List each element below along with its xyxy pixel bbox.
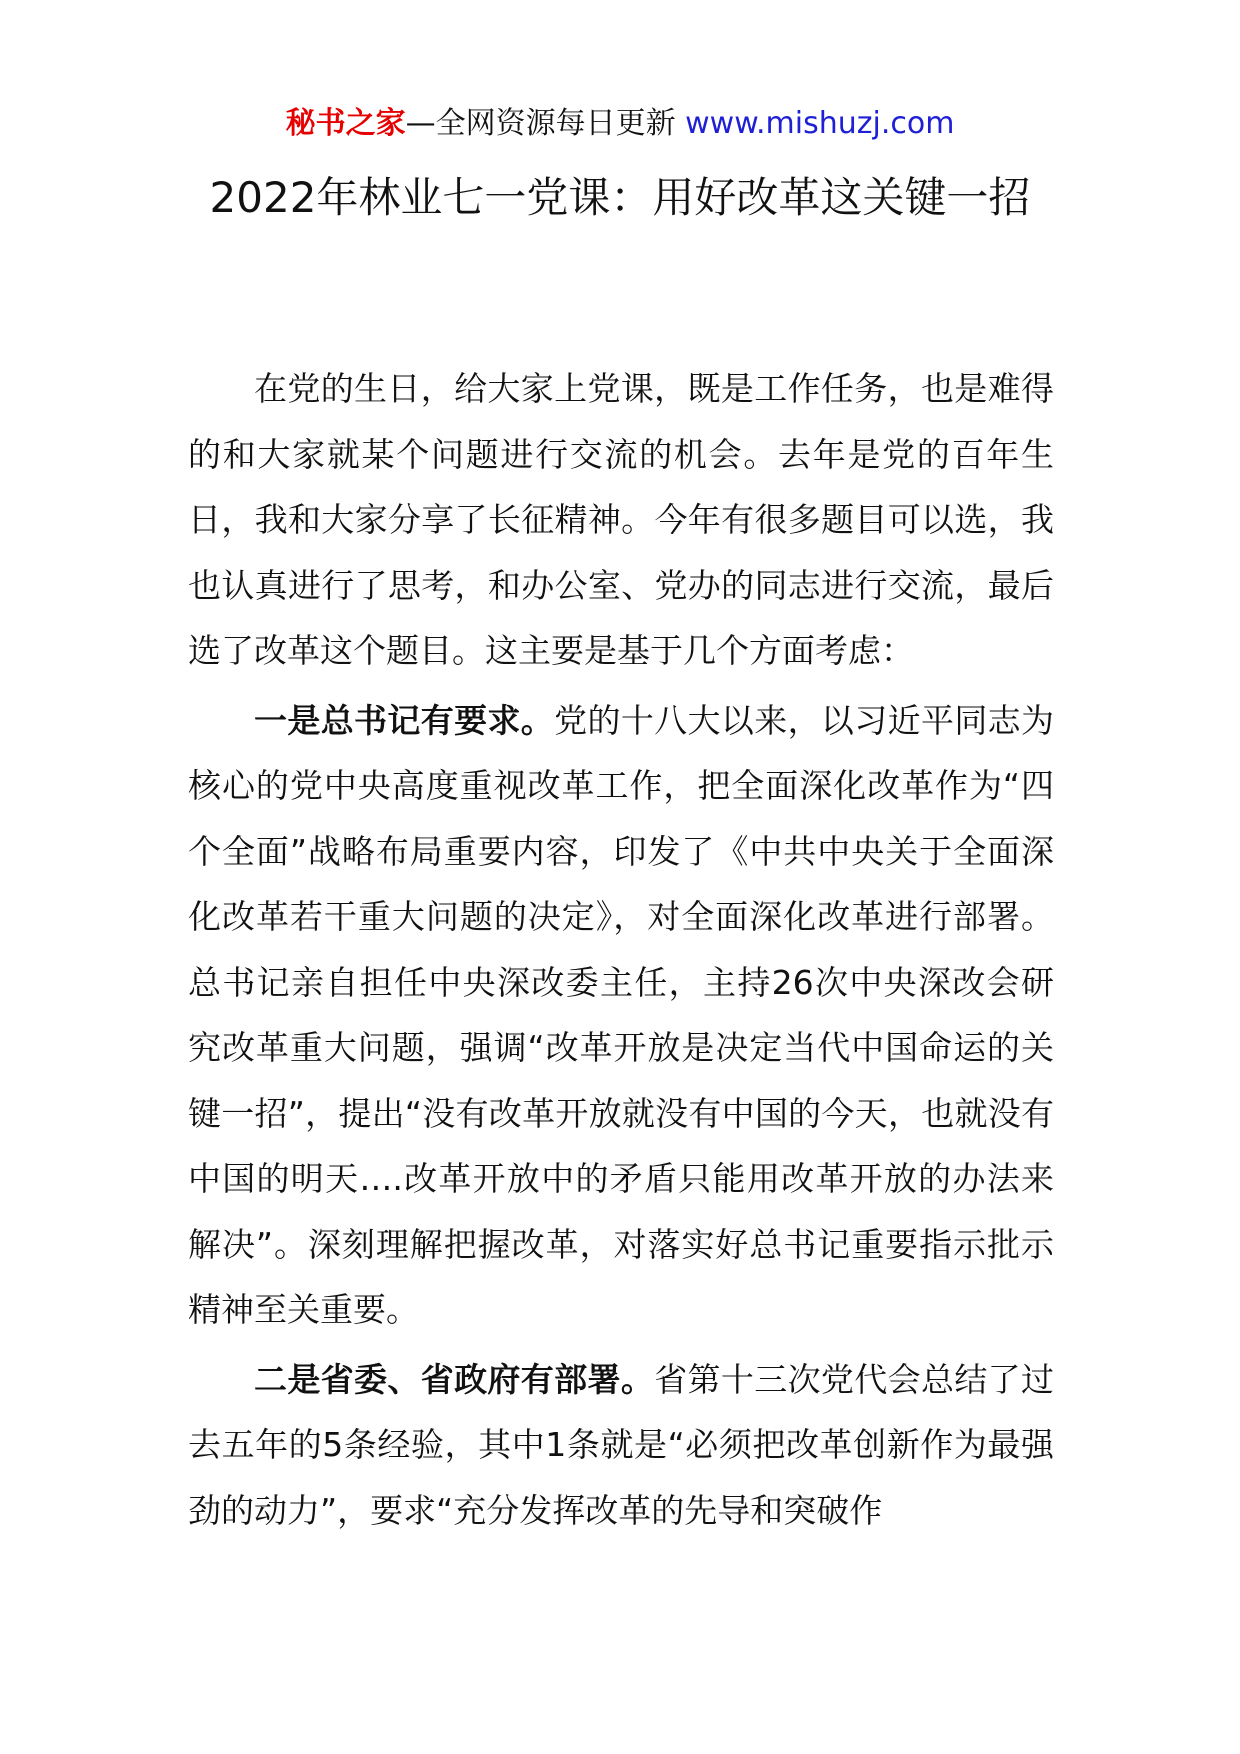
site-url-link[interactable]: www.mishuzj.com <box>685 106 955 141</box>
brand-name: 秘书之家 <box>285 106 406 141</box>
site-header <box>0 104 1240 144</box>
paragraph-lead: 二是省委、省政府有部署。 <box>254 1359 655 1399</box>
site-slogan: —全网资源每日更新 <box>405 106 686 141</box>
paragraph-text: 党的十八大以来，以习近平同志为核心的党中央高度重视改革工作，把全面深化改革作为“四个全面”战略布局重要内容，印发了《中共中央关于全面深化改革若干重大问题的决定》，对全面深化改革进行部署。总书记亲自担任中央深改委主任，主持26次中央深改会研究改革重大问题，强调“改革开放是决定当代中国命运的关键一招”，提出“没有改革开放就没有中国的今天，也就没有中国的明天….改革开放中的矛盾只能用改革开放的办法来解决”。深刻理解把握改革，对落实好总书记重要指示批示精神至关重要。 <box>188 700 1055 1329</box>
document-body <box>188 356 1054 1547</box>
paragraph-lead: 一是总书记有要求。 <box>254 700 555 740</box>
paragraph-text: 在党的生日，给大家上党课，既是工作任务，也是难得的和大家就某个问题进行交流的机会。去年是党的百年生日，我和大家分享了长征精神。今年有很多题目可以选，我也认真进行了思考，和办公室、党办的同志进行交流，最后选了改革这个题目。这主要是基于几个方面考虑： <box>188 369 1054 670</box>
paragraph-text: 省第十三次党代会总结了过去五年的5条经验，其中1条就是“必须把改革创新作为最强劲的动力”，要求“充分发挥改革的先导和突破作 <box>188 1359 1055 1530</box>
paragraph <box>188 356 1054 684</box>
paragraph <box>188 1347 1054 1544</box>
paragraph <box>188 688 1054 1343</box>
document-title: 2022年林业七一党课：用好改革这关键一招 <box>209 173 1031 222</box>
